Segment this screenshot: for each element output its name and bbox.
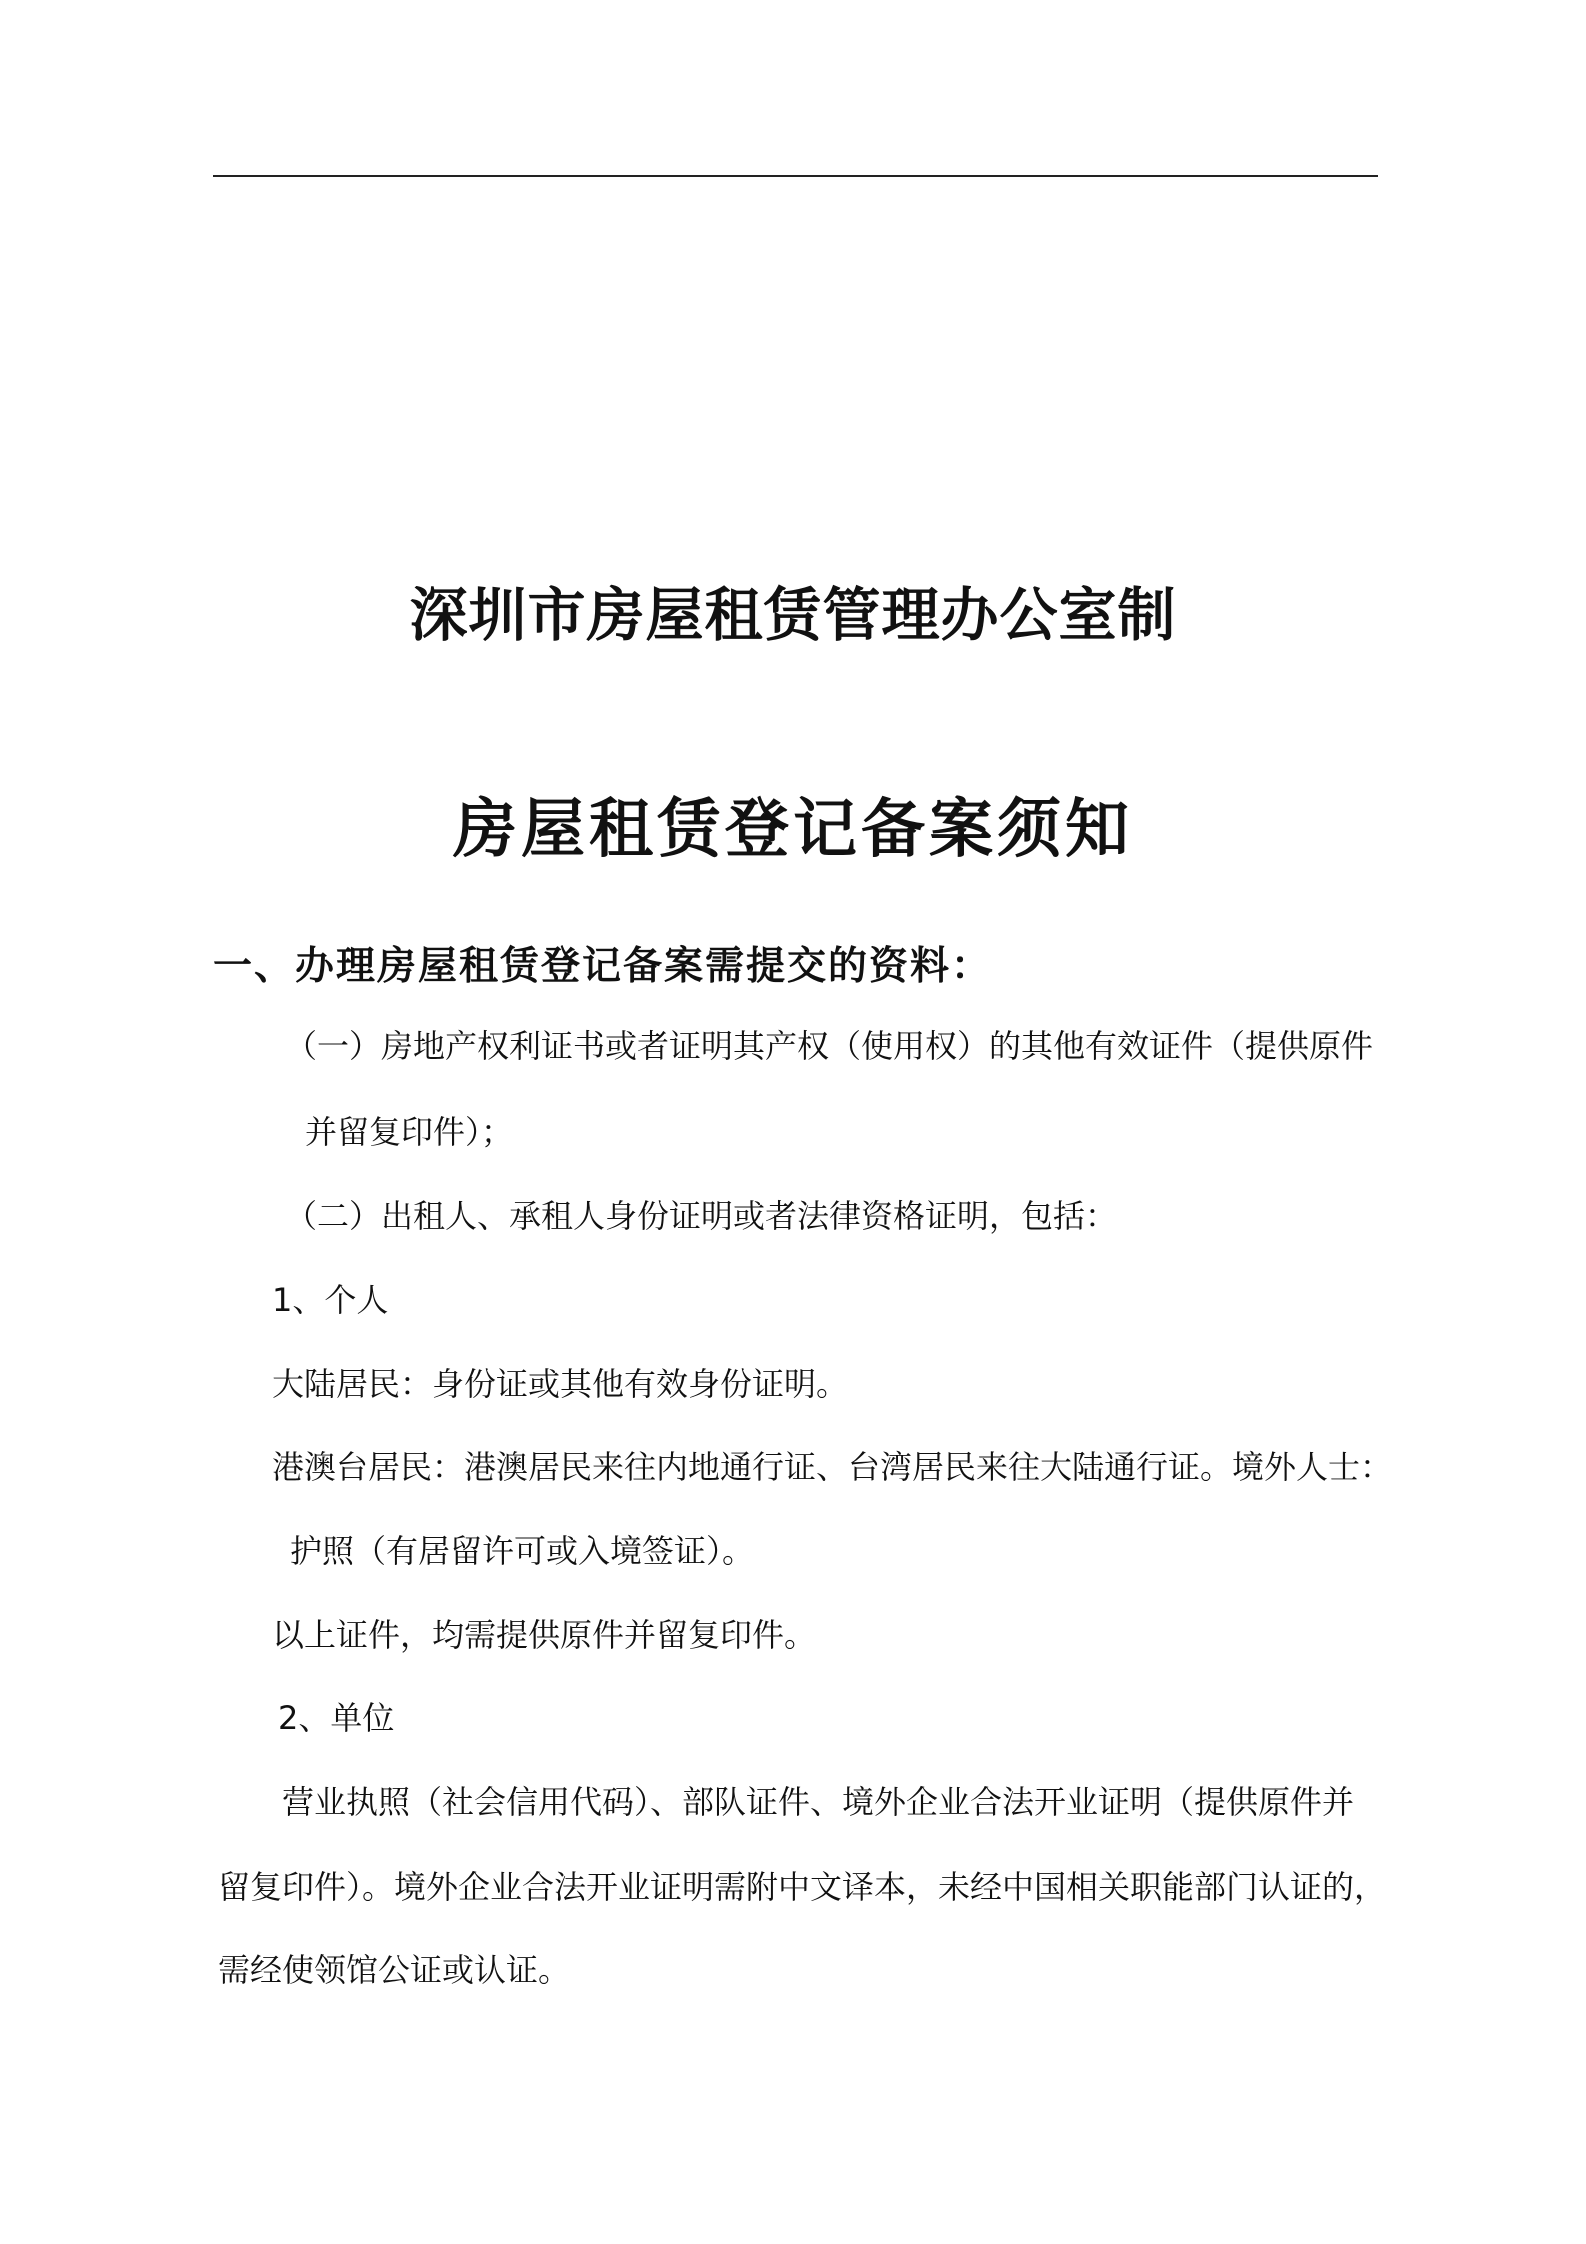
hk-macao-taiwan-line-1: 港澳台居民：港澳居民来往内地通行证、台湾居民来往大陆通行证。境外人士： bbox=[272, 1448, 1393, 1486]
hk-macao-taiwan-line-2: 护照（有居留许可或入境签证）。 bbox=[290, 1532, 755, 1570]
item-1-line-2: 并留复印件）； bbox=[305, 1113, 514, 1151]
section-heading: 一、办理房屋租赁登记备案需提交的资料： bbox=[213, 944, 993, 989]
subsection-organization: 2、单位 bbox=[278, 1699, 395, 1737]
subsection-individual: 1、个人 bbox=[272, 1281, 389, 1319]
issuing-organization: 深圳市房屋租赁管理办公室制 bbox=[409, 581, 1177, 649]
organization-line-1: 营业执照（社会信用代码）、部队证件、境外企业合法开业证明（提供原件并 bbox=[282, 1783, 1355, 1821]
organization-line-2: 留复印件）。境外企业合法开业证明需附中文译本，未经中国相关职能部门认证的， bbox=[218, 1868, 1387, 1906]
item-2-line: （二）出租人、承租人身份证明或者法律资格证明，包括： bbox=[285, 1197, 1118, 1235]
document-title: 房屋租赁登记备案须知 bbox=[453, 793, 1133, 867]
header-rule bbox=[213, 175, 1378, 177]
organization-line-3: 需经使领馆公证或认证。 bbox=[218, 1951, 571, 1989]
documents-note-line: 以上证件，均需提供原件并留复印件。 bbox=[272, 1616, 817, 1654]
mainland-residents-line: 大陆居民：身份证或其他有效身份证明。 bbox=[272, 1365, 849, 1403]
item-1-line-1: （一）房地产权利证书或者证明其产权（使用权）的其他有效证件（提供原件 bbox=[285, 1027, 1374, 1065]
